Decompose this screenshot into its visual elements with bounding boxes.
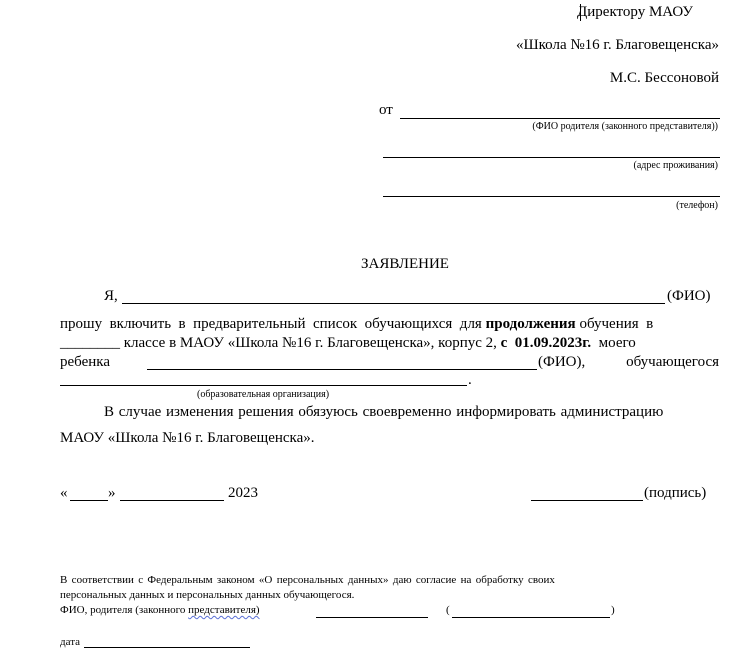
parent-name-line[interactable]: [400, 118, 720, 119]
from-label: от: [379, 102, 393, 118]
obligation-line-1: В случае изменения решения обязуюсь своевременно информировать администрацию: [104, 404, 664, 420]
date-open-quote: «: [60, 485, 68, 501]
consent-line-3: [60, 605, 260, 616]
applicant-name-line[interactable]: [122, 303, 665, 304]
request-line-2: [60, 336, 636, 351]
phone-caption: (телефон): [676, 200, 718, 211]
start-date: с 01.09.2023г.: [500, 335, 592, 351]
address-caption: (адрес проживания): [633, 160, 718, 171]
child-fio-label: (ФИО),: [538, 354, 586, 370]
addressee-line-2: «Школа №16 г. Благовещенска»: [516, 37, 719, 53]
spellcheck-word: представителя): [188, 604, 260, 616]
request-text-2-end: моего: [591, 335, 636, 351]
year-label: 2023: [228, 485, 258, 501]
obligation-line-2: МАОУ «Школа №16 г. Благовещенска».: [60, 430, 315, 446]
ya-label: Я,: [104, 288, 118, 304]
addressee-line-1: Директору МАОУ: [577, 4, 693, 20]
consent-signature-line[interactable]: [316, 617, 428, 618]
request-line-1: [60, 317, 653, 332]
addressee-line-3: М.С. Бессоновой: [609, 70, 719, 86]
organization-period: .: [468, 372, 472, 388]
continuation-word: продолжения: [485, 316, 576, 332]
consent-date-line[interactable]: [84, 647, 250, 648]
consent-paren-close: ): [611, 604, 615, 616]
child-label: ребенка: [60, 354, 110, 370]
consent-name-line[interactable]: [452, 617, 610, 618]
organization-caption: (образовательная организация): [197, 389, 330, 400]
child-name-line[interactable]: [147, 369, 537, 370]
date-close-quote: »: [108, 485, 116, 501]
consent-paren-open: (: [446, 604, 450, 616]
request-text-1: прошу включить в предварительный список обучающихся для: [60, 316, 486, 332]
month-line[interactable]: [120, 500, 224, 501]
class-blank[interactable]: ________: [60, 335, 120, 351]
address-line[interactable]: [383, 157, 720, 158]
consent-line-2: персональных данных и персональных данных обучающегося.: [60, 589, 355, 601]
applicant-fio-label: (ФИО): [667, 288, 711, 304]
studying-label: обучающегося: [626, 354, 719, 370]
day-line[interactable]: [70, 500, 108, 501]
document-title: ЗАЯВЛЕНИЕ: [361, 256, 449, 272]
request-text-1-end: обучения в: [575, 316, 654, 332]
consent-line-1: В соответствии с Федеральным законом «О персональных данных» даю согласие на обработку своих: [60, 574, 555, 586]
signature-label: (подпись): [644, 485, 707, 501]
consent-fio-prefix: ФИО, родителя (законного: [60, 604, 189, 616]
phone-line[interactable]: [383, 196, 720, 197]
consent-date-label: дата: [60, 636, 81, 648]
signature-line[interactable]: [531, 500, 643, 501]
parent-name-caption: (ФИО родителя (законного представителя)): [532, 121, 718, 132]
organization-line[interactable]: [60, 385, 467, 386]
class-text: классе в МАОУ «Школа №16 г. Благовещенска», корпус 2,: [120, 335, 501, 351]
